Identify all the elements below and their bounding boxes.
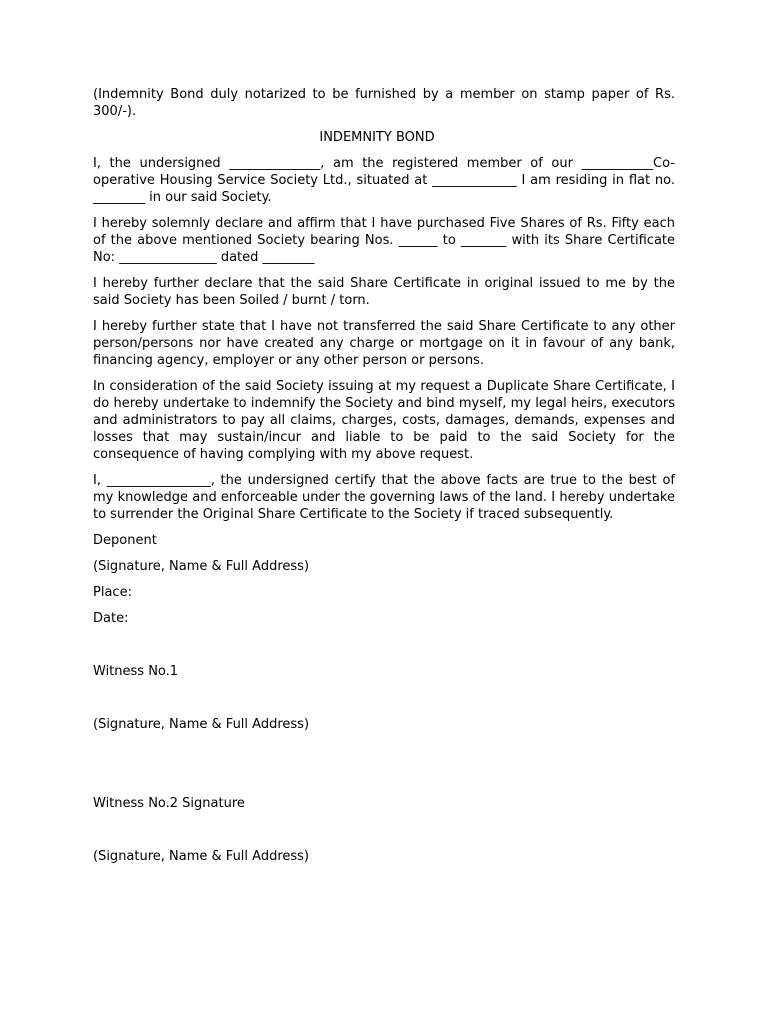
witness2-signature-line: (Signature, Name & Full Address) (93, 849, 310, 864)
deponent-label: Deponent (93, 533, 157, 548)
paragraph-shares-declaration: I hereby solemnly declare and affirm that I have purchased Five Shares of Rs. Fifty each of the above mentioned Society bearing Nos. ______ to _______ with its Share Certificate No: _______________ dated ________ (93, 216, 675, 265)
witness2-label: Witness No.2 Signature (93, 796, 245, 811)
witness1-label: Witness No.1 (93, 664, 179, 679)
paragraph-no-transfer: I hereby further state that I have not transferred the said Share Certificate to any other person/persons nor have created any charge or mortgage on it in favour of any bank, financing agency, employer or any other person or persons. (93, 319, 675, 368)
date-label: Date: (93, 611, 129, 626)
preamble-text: (Indemnity Bond duly notarized to be furnished by a member on stamp paper of Rs. 300/-). (93, 87, 675, 119)
paragraph-certificate-condition: I hereby further declare that the said Share Certificate in original issued to me by the said Society has been Soiled / burnt / torn. (93, 276, 675, 308)
paragraph-indemnity: In consideration of the said Society issuing at my request a Duplicate Share Certificate, I do hereby undertake to indemnify the Society and bind myself, my legal heirs, executors and administrators to pay all claims, charges, costs, damages, demands, expenses and losses that may sustain/incur and liable to be paid to the said Society for the consequence of having complying with my above request. (93, 379, 675, 462)
paragraph-member-details: I, the undersigned ______________, am the registered member of our ___________Co-operative Housing Service Society Ltd., situated at _____________ I am residing in flat no. ________ in our said Society. (93, 156, 675, 205)
paragraph-certification: I, ________________, the undersigned certify that the above facts are true to the best of my knowledge and enforceable under the governing laws of the land. I hereby undertake to surrender the Original Share Certificate to the Society if traced subsequently. (93, 473, 675, 522)
deponent-signature-line: (Signature, Name & Full Address) (93, 559, 310, 574)
witness1-signature-line: (Signature, Name & Full Address) (93, 717, 310, 732)
place-label: Place: (93, 585, 132, 600)
document-page (93, 86, 675, 865)
document-title: INDEMNITY BOND (319, 130, 435, 145)
